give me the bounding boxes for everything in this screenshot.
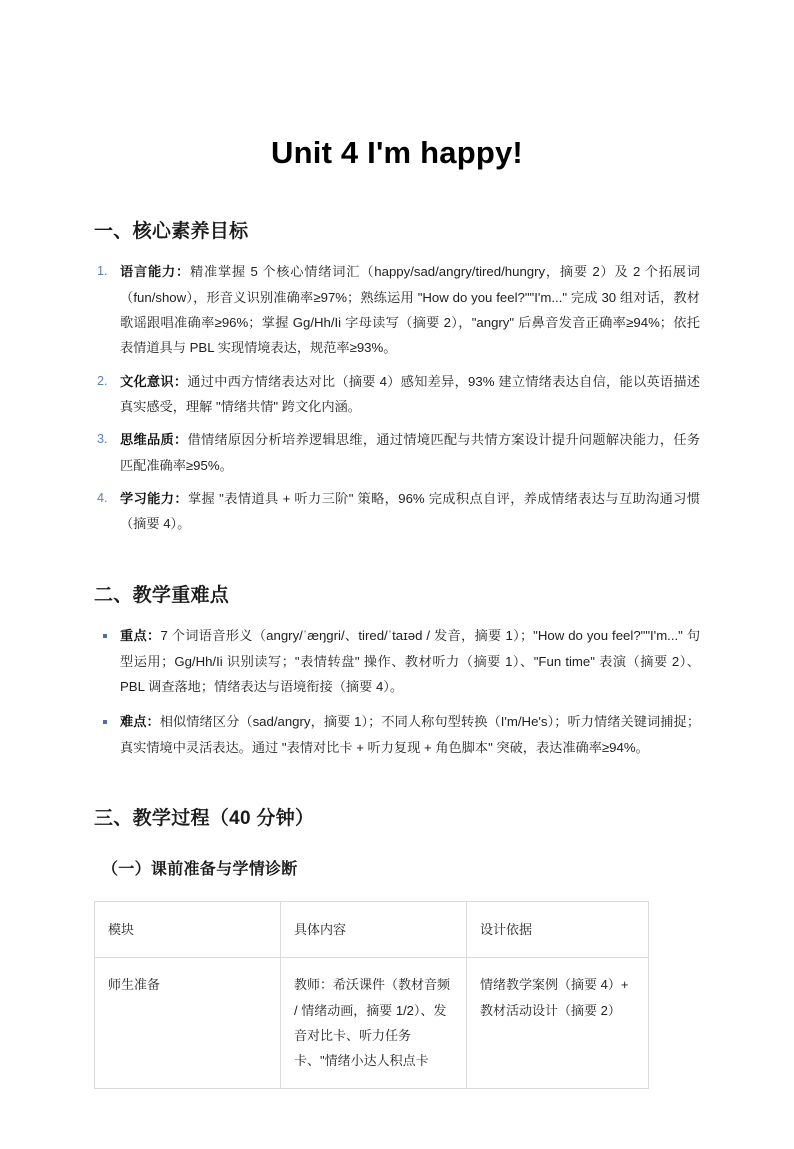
table-header-basis: 设计依据 bbox=[467, 902, 649, 958]
section-heading-core-objectives: 一、核心素养目标 bbox=[94, 220, 249, 242]
table-cell-content: 教师：希沃课件（教材音频 / 情绪动画，摘要 1/2）、发音对比卡、听力任务卡、"情绪小达人积点卡 bbox=[281, 958, 467, 1088]
list-item-lead: 学习能力： bbox=[120, 491, 188, 507]
table-header-content: 具体内容 bbox=[281, 902, 467, 958]
preparation-table bbox=[94, 901, 649, 1089]
section-heading-teaching-process: 三、教学过程（40 分钟） bbox=[94, 808, 315, 830]
list-item-lead: 思维品质： bbox=[120, 432, 188, 448]
list-item-text: 借情绪原因分析培养逻辑思维，通过情境匹配与共情方案设计提升问题解决能力，任务匹配准确率≥95%。 bbox=[120, 432, 701, 473]
core-objectives-list bbox=[94, 259, 700, 536]
list-item-lead: 语言能力： bbox=[120, 264, 190, 280]
list-item bbox=[120, 427, 700, 478]
list-item-lead: 重点： bbox=[120, 628, 161, 644]
page-title: Unit 4 I'm happy! bbox=[271, 135, 523, 170]
list-item-text: 掌握 "表情道具 + 听力三阶" 策略，96% 完成积点自评，养成情绪表达与互助沟通习惯（摘要 4）。 bbox=[120, 491, 701, 532]
table-cell-module: 师生准备 bbox=[95, 958, 281, 1088]
list-item bbox=[120, 623, 700, 699]
preparation-table-wrapper bbox=[94, 901, 700, 1089]
list-item-text: 通过中西方情绪表达对比（摘要 4）感知差异，93% 建立情绪表达自信，能以英语描述真实感受，理解 "情绪共情" 跨文化内涵。 bbox=[120, 373, 701, 415]
key-difficulties-list bbox=[94, 623, 700, 760]
list-item-text: 相似情绪区分（sad/angry，摘要 1）；不同人称句型转换（I'm/He's）；听力情绪关键词捕捉；真实情境中灵活表达。通过 "表情对比卡 + 听力复现 + 角色脚本" 突破，表达准确率≥94%。 bbox=[120, 714, 701, 755]
table-header-module: 模块 bbox=[95, 902, 281, 958]
subsection-heading-preparation: （一）课前准备与学情诊断 bbox=[102, 860, 298, 878]
list-item-lead: 难点： bbox=[120, 714, 160, 730]
table-row bbox=[95, 958, 649, 1088]
table-header-row bbox=[95, 902, 649, 958]
list-item bbox=[120, 259, 700, 360]
list-item bbox=[120, 709, 700, 760]
list-item-text: 7 个词语音形义（angry/ˈæŋgri/、tired/ˈtaɪəd / 发音，摘要 1）；"How do you feel?""I'm..." 句型运用；Gg/Hh/Ii 识别读写；"表情转盘" 操作、教材听力（摘要 1）、"Fun time" 表演（摘要 2）、PBL 调查落地；情绪表达与语境衔接（摘要 4）。 bbox=[120, 628, 701, 695]
list-item-lead: 文化意识： bbox=[120, 373, 188, 389]
table-cell-basis: 情绪教学案例（摘要 4）+ 教材活动设计（摘要 2） bbox=[467, 958, 649, 1088]
list-item bbox=[120, 369, 700, 420]
list-item-text: 精准掌握 5 个核心情绪词汇（happy/sad/angry/tired/hungry，摘要 2）及 2 个拓展词（fun/show），形音义识别准确率≥97%；熟练运用 "How do you feel?""I'm..." 完成 30 组对话，教材歌谣跟唱准确率≥96%；掌握 Gg/Hh/Ii 字母读写（摘要 2），"angry" 后鼻音发音正确率≥94%；依托表情道具与 PBL 实现情境表达，规范率≥93%。 bbox=[120, 264, 700, 356]
section-heading-key-difficulties: 二、教学重难点 bbox=[94, 584, 230, 606]
list-item bbox=[120, 486, 700, 537]
